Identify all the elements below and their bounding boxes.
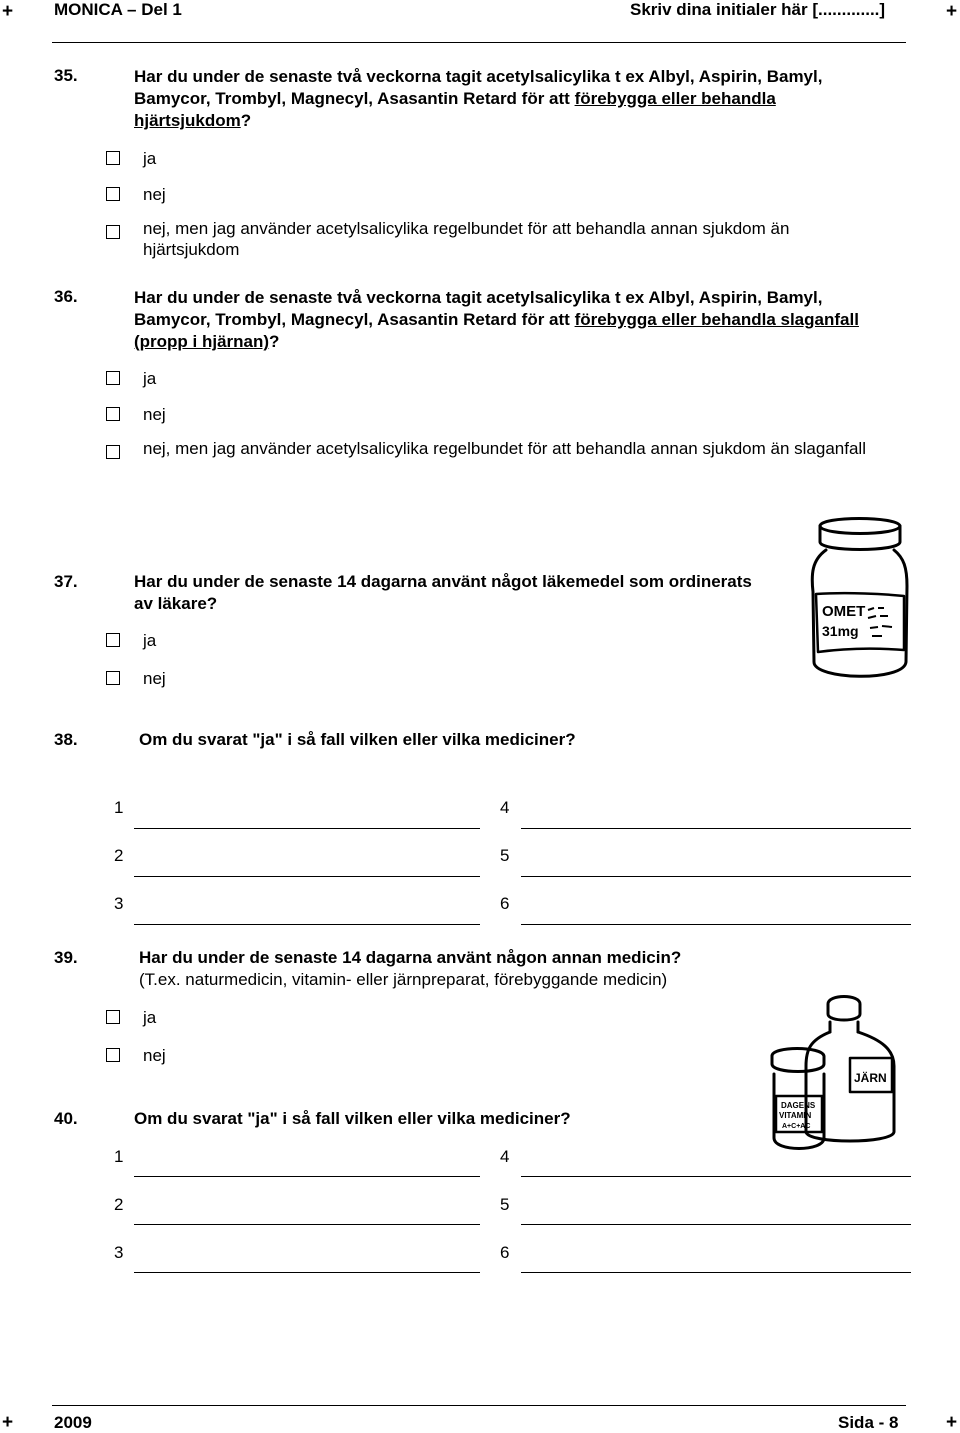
answer-number: 1 (114, 1147, 124, 1166)
answer-line-1[interactable] (134, 828, 480, 829)
answer-line-5[interactable] (521, 1224, 911, 1225)
option-label: nej, men jag använder acetylsalicylika regelbundet för att behandla annan sjukdom än slaganfall (143, 439, 866, 458)
answer-line-3[interactable] (134, 924, 480, 925)
answer-number: 6 (500, 1243, 510, 1262)
question-number: 36. (54, 287, 78, 306)
answer-number: 3 (114, 1243, 124, 1262)
checkbox[interactable] (106, 445, 120, 459)
question-text: Om du svarat "ja" i så fall vilken eller vilka mediciner? (134, 1109, 571, 1128)
checkbox[interactable] (106, 187, 120, 201)
answer-line-2[interactable] (134, 1224, 480, 1225)
question-number: 40. (54, 1109, 78, 1128)
header-rule (52, 42, 906, 43)
checkbox[interactable] (106, 1048, 120, 1062)
jar-label-text: OMET (822, 603, 866, 620)
question-text: Om du svarat "ja" i så fall vilken eller vilka mediciner? (139, 730, 576, 749)
answer-line-4[interactable] (521, 1176, 911, 1177)
question-text: Har du under de senaste 14 dagarna använt någon annan medicin? (139, 948, 682, 967)
question-number: 38. (54, 730, 78, 749)
registration-mark: + (946, 1, 958, 22)
option-label: ja (143, 369, 157, 388)
vitamin-label-text: DAGENS (781, 1101, 816, 1110)
footer-rule (52, 1405, 906, 1406)
answer-line-6[interactable] (521, 1272, 911, 1273)
answer-number: 5 (500, 1195, 510, 1214)
option-label: nej, men jag använder acetylsalicylika regelbundet för att behandla annan sjukdom än hjärtsjukdom (143, 219, 790, 259)
answer-number: 2 (114, 1195, 124, 1214)
answer-number: 6 (500, 894, 510, 913)
answer-line-2[interactable] (134, 876, 480, 877)
question-text: Har du under de senaste två veckorna tagit acetylsalicylika t ex Albyl, Aspirin, Bamyl, Bamycor, Trombyl, Magnecyl, Asasantin Retard för att förebygga eller behandla slaganfall (propp i hjärnan)? (134, 288, 859, 351)
answer-line-6[interactable] (521, 924, 911, 925)
answer-line-3[interactable] (134, 1272, 480, 1273)
initials-prompt: Skriv dina initialer här [.............] (630, 0, 886, 19)
option-label: nej (143, 669, 166, 688)
option-label: ja (143, 1008, 157, 1027)
answer-line-1[interactable] (134, 1176, 480, 1177)
registration-mark: + (2, 1412, 14, 1433)
checkbox[interactable] (106, 671, 120, 685)
answer-line-4[interactable] (521, 828, 911, 829)
option-label: ja (143, 149, 157, 168)
question-number: 39. (54, 948, 78, 967)
vitamin-label-text: VITAMIN (779, 1111, 812, 1120)
checkbox[interactable] (106, 1010, 120, 1024)
question-number: 37. (54, 572, 78, 591)
bottle-label-text: JÄRN (854, 1071, 887, 1085)
question-text: Har du under de senaste två veckorna tagit acetylsalicylika t ex Albyl, Aspirin, Bamyl, Bamycor, Trombyl, Magnecyl, Asasantin Retard för att förebygga eller behandla hjärtsjukdom? (134, 67, 823, 130)
checkbox[interactable] (106, 407, 120, 421)
question-text: Har du under de senaste 14 dagarna använt något läkemedel som ordinerats av läkare? (134, 572, 752, 613)
question-subtext: (T.ex. naturmedicin, vitamin- eller järnpreparat, förebyggande medicin) (139, 970, 668, 989)
checkbox[interactable] (106, 633, 120, 647)
registration-mark: + (2, 1, 14, 22)
checkbox[interactable] (106, 151, 120, 165)
checkbox[interactable] (106, 371, 120, 385)
vitamin-label-text: A+C+AC (782, 1123, 811, 1130)
answer-number: 4 (500, 1147, 510, 1166)
option-label: nej (143, 185, 166, 204)
checkbox[interactable] (106, 225, 120, 239)
answer-number: 2 (114, 846, 124, 865)
registration-mark: + (946, 1412, 958, 1433)
jar-label-text: 31mg (822, 623, 859, 639)
option-label: ja (143, 631, 157, 650)
answer-number: 5 (500, 846, 510, 865)
answer-line-5[interactable] (521, 876, 911, 877)
medicine-jar-illustration (808, 512, 912, 688)
answer-number: 1 (114, 798, 124, 817)
question-number: 35. (54, 66, 78, 85)
option-label: nej (143, 1046, 166, 1065)
answer-number: 3 (114, 894, 124, 913)
footer-year: 2009 (54, 1413, 92, 1432)
page-number: Sida - 8 (838, 1413, 899, 1432)
option-label: nej (143, 405, 166, 424)
form-title: MONICA – Del 1 (54, 0, 182, 19)
answer-number: 4 (500, 798, 510, 817)
